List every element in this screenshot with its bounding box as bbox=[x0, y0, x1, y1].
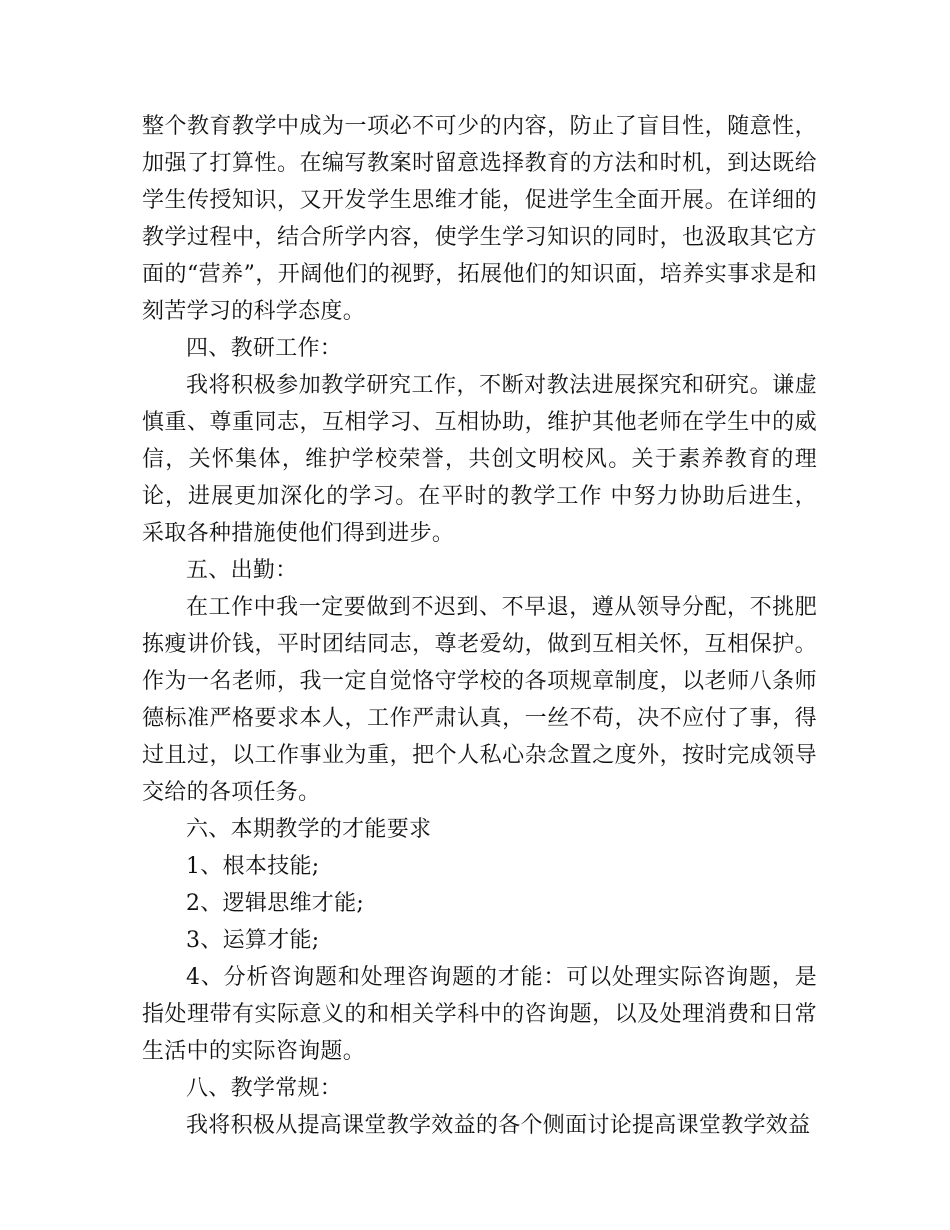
list-item-problem-solving: 4、分析咨询题和处理咨询题的才能：可以处理实际咨询题，是指处理带有实际意义的和相关学科中的咨询题，以及处理消费和日常生活中的实际咨询题。 bbox=[142, 965, 817, 1064]
paragraph-teaching-research: 我将积极参加教学研究工作，不断对教法进展探究和研究。谦虚慎重、尊重同志，互相学习、互相协助，维护其他老师在学生中的威信，关怀集体，维护学校荣誉，共创文明校风。关于素养教育的理论，进展更加深化的学习。在平时的教学工作 中努力协助后进生，采取各种措施使他们得到进步。 bbox=[142, 373, 817, 546]
section-heading-attendance: 五、出勤： bbox=[186, 558, 298, 583]
paragraph-teaching-routine: 我将积极从提高课堂教学效益的各个侧面讨论提高课堂教学效益 bbox=[186, 1113, 811, 1138]
list-item-basic-skills: 1、根本技能; bbox=[186, 854, 320, 879]
paragraph-attendance: 在工作中我一定要做到不迟到、不早退，遵从领导分配，不挑肥拣瘦讲价钱，平时团结同志，尊老爱幼，做到互相关怀，互相保护。作为一名老师，我一定自觉恪守学校的各项规章制度，以老师八条师德标准严格要求本人，工作严肃认真，一丝不苟，决不应付了事，得过且过，以工作事业为重，把个人私心杂念置之度外，按时完成领导交给的各项任务。 bbox=[142, 595, 817, 805]
section-heading-ability-requirements: 六、本期教学的才能要求 bbox=[186, 817, 432, 842]
document-body bbox=[142, 108, 817, 1144]
section-heading-teaching-routine: 八、教学常规： bbox=[186, 1076, 343, 1101]
section-heading-teaching-research: 四、教研工作： bbox=[186, 336, 343, 361]
list-item-computation: 3、运算才能; bbox=[186, 928, 320, 953]
list-item-logical-thinking: 2、逻辑思维才能; bbox=[186, 891, 365, 916]
paragraph-1: 整个教育教学中成为一项必不可少的内容，防止了盲目性，随意性，加强了打算性。在编写教案时留意选择教育的方法和时机，到达既给学生传授知识，又开发学生思维才能，促进学生全面开展。在详细的教学过程中，结合所学内容，使学生学习知识的同时，也汲取其它方面的“营养”，开阔他们的视野，拓展他们的知识面，培养实事求是和刻苦学习的科学态度。 bbox=[142, 114, 817, 324]
